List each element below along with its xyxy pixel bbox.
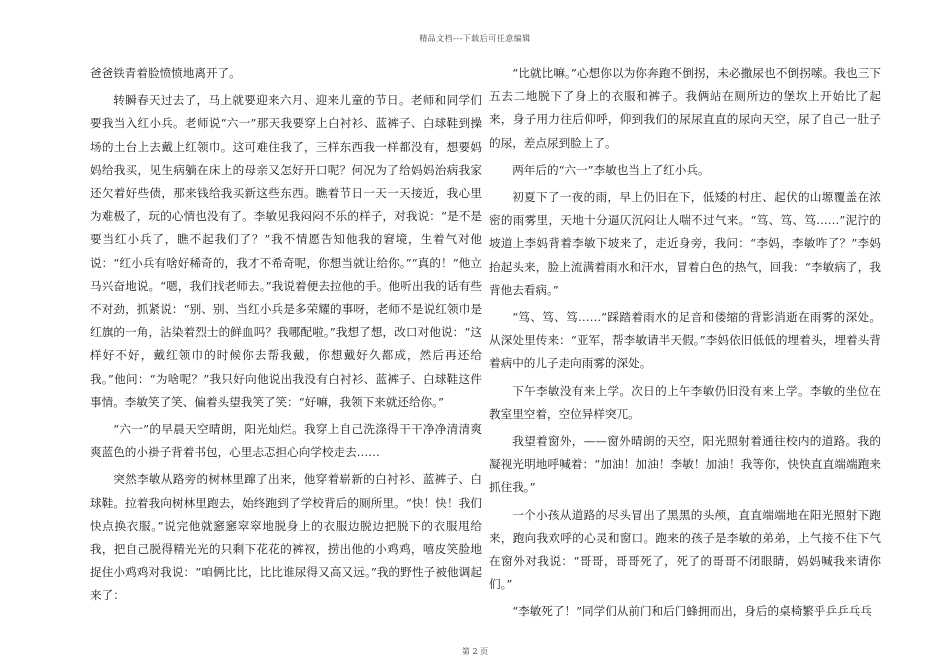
paragraph: “比就比嘛。”心想你以为你奔跑不倒拐，未必撒尿也不倒拐嗦。我也三下五去二地脱下了身上的衣服和裤子。我俩站在厕所边的堡坎上开始比了起来，身子用力往后仰呼，仰到我们的尿尿直直的尿向天空，尿了自己一肚子的尿，差点尿到脸上了。: [489, 66, 881, 150]
page-number: 第 2 页: [461, 647, 489, 656]
paragraph: 我望着窗外，——窗外晴朗的天空，阳光照射着通往校内的道路。我的凝视光明地呼喊着：“加油！加油！李敏！加油！我等你，快快直直端端跑来抓住我。”: [489, 434, 881, 495]
right-column: [489, 62, 881, 628]
paragraph: 转瞬春天过去了，马上就要迎来六月、迎来儿童的节日。老师和同学们要我当入红小兵。老师说“六一”那天我要穿上白衬衫、蓝裤子、白球鞋到操场的土台上去戴上红领巾。这可难住我了，三样东西我一样都没有，想要妈妈给我买，见生病躺在床上的母亲又怎好开口呢？何况为了给妈妈治病我家还欠着好些债，那来钱给我买新这些东西。瞧着节日一天一天接近，我心里为难极了，玩的心情也没有了。李敏见我闷闷不乐的样子，对我说：“是不是要当红小兵了，瞧不起我们了？”我不情愿告知他我的窘境，生着气对他说：“红小兵有啥好稀奇的，我才不希奇呢，你想当就让给你。”“真的！”他立马兴奋地说。“嗯，我们找老师去。”我说着便去拉他的手。他听出我的话有些不对劲，抓紧说：“别、别、当红小兵是多荣耀的事呀，老师不是说红领巾是红旗的一角，沾染着烈士的鲜血吗？我哪配啦。”我想了想，改口对他说：“这样好不好，戴红领巾的时候你去帮我戴，你想戴好久都成，然后再还给我。”他问：“为啥呢？”我只好向他说出我没有白衬衫、蓝裤子、白球鞋这件事情。李敏笑了笑、偏着头望我笑了笑：“好嘛，我领下来就还给你。”: [90, 93, 482, 409]
paragraph: 初夏下了一夜的雨，早上仍旧在下，低矮的村庄、起伏的山塬覆盖在浓密的雨雾里，天地十分逼仄沉闷让人喘不过气来。“笃、笃、笃……”泥泞的坡道上李妈背着李敏下坡来了，走近身旁，我问：“李妈，李敏咋了？”李妈抬起头来，脸上流满着雨水和汗水，冒着白色的热气，回我：“李敏病了，我背他去看病。”: [489, 190, 881, 297]
paragraph: 下午李敏没有来上学。次日的上午李敏仍旧没有来上学。李敏的坐位在教室里空着，空位异样突兀。: [489, 383, 881, 421]
paragraph: 一个小孩从道路的尽头冒出了黑黑的头颅，直直端端地在阳光照射下跑来，跑向我欢呼的心灵和窗口。跑来的孩子是李敏的弟弟，上气接不住下气在窗外对我说：“哥哥，哥哥死了，死了的哥哥不闭眼睛，妈妈喊我来请你们。”: [489, 507, 881, 592]
paragraph: 爸爸铁青着脸愤愤地离开了。: [90, 66, 241, 80]
paragraph: 突然李敏从路旁的树林里蹿了出来，他穿着崭新的白衬衫、蓝裤子、白球鞋。拉着我向树林里跑去，始终跑到了学校背后的厕所里。“快！快！我们快点换衣服。”说完他就窸窸窣窣地脱身上的衣服边脱边把脱下的衣服甩给我，把自己脱得精光光的只剩下花花的裤衩，捞出他的小鸡鸡，嘻皮笑脸地捉住小鸡鸡对我说：“咱俩比比，比比谁尿得又高又远。”我的野性子被他调起来了：: [90, 472, 482, 603]
page-header: 精品文档---下载后可任意编辑: [419, 34, 531, 43]
paragraph: “笃、笃、笃……”踩踏着雨水的足音和偻缩的背影消逝在雨雾的深处。从深处里传来：“亚军，帮李敏请半天假。”李妈依旧低低的埋着头，埋着头背着病中的儿子走向雨雾的深处。: [489, 310, 881, 371]
paragraph: 两年后的“六一”李敏也当上了红小兵。: [512, 162, 710, 177]
left-column: [90, 62, 482, 612]
paragraph: “李敏死了！”同学们从前门和后门蜂拥而出，身后的桌椅繁乎乒乒乓乓: [512, 604, 872, 619]
paragraph: “六一”的早晨天空晴朗，阳光灿烂。我穿上自己洗涤得干干净净清清爽爽蓝色的小褂子背着书包，心里忐忑担心向学校走去……: [90, 422, 482, 460]
